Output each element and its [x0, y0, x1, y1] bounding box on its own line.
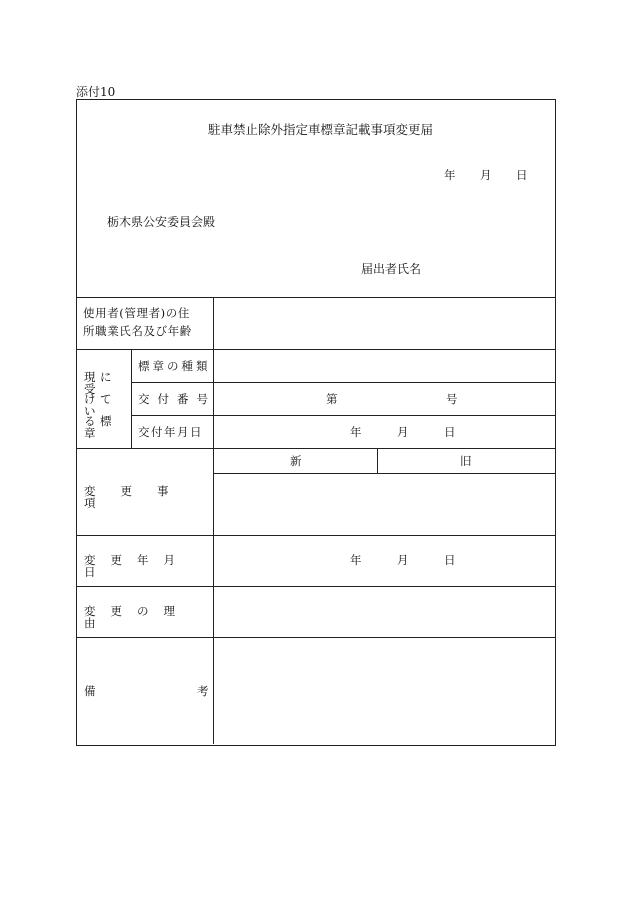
remarks-label-right: 考 — [197, 684, 209, 698]
char: 現に受 — [84, 370, 116, 396]
badge-issue-month: 月 — [397, 425, 409, 439]
rule-new-old-divider — [377, 448, 378, 473]
badge-number-label: 交付番号 — [138, 392, 216, 406]
rule-label-column — [213, 297, 214, 744]
rule-change-date-bottom — [77, 586, 555, 587]
char: けてい — [84, 392, 116, 418]
applicant-name-label: 届出者氏名 — [361, 262, 422, 276]
rule-changes-bottom — [77, 535, 555, 536]
form-title: 駐車禁止除外指定車標章記載事項変更届 — [208, 122, 434, 137]
change-date-year: 年 — [350, 553, 362, 567]
change-reason-label-text: 変更の理由 — [84, 604, 190, 630]
old-column-header: 旧 — [460, 454, 472, 468]
rule-badge-type-bottom — [131, 382, 555, 383]
change-date-label — [84, 555, 208, 578]
char: る標章 — [84, 414, 116, 440]
attachment-label: 添付10 — [76, 85, 116, 99]
addressee: 栃木県公安委員会殿 — [107, 215, 216, 229]
form-frame — [76, 99, 556, 746]
change-date-month: 月 — [397, 553, 409, 567]
badge-number-suffix: 号 — [446, 392, 458, 406]
current-badge-label-line3 — [84, 416, 125, 439]
rule-user-info-bottom — [77, 349, 555, 350]
submission-date-day: 日 — [516, 168, 528, 182]
badge-number-prefix: 第 — [326, 392, 338, 406]
rule-badge-number-bottom — [131, 415, 555, 416]
submission-date-year: 年 — [444, 168, 456, 182]
change-items-label — [84, 486, 208, 509]
change-date-label-text: 変更年月日 — [84, 553, 190, 579]
rule-new-old-header-bottom — [213, 473, 555, 474]
new-column-header: 新 — [290, 454, 302, 468]
rule-header-bottom — [77, 297, 555, 298]
submission-date-month: 月 — [480, 168, 492, 182]
remarks-label-left: 備 — [84, 684, 96, 698]
badge-issue-day: 日 — [444, 425, 456, 439]
rule-badge-group-column — [131, 349, 132, 448]
badge-type-label: 標章の種類 — [138, 359, 211, 373]
rule-change-reason-bottom — [77, 637, 555, 638]
change-date-day: 日 — [444, 553, 456, 567]
badge-issue-year: 年 — [350, 425, 362, 439]
rule-badge-group-bottom — [77, 448, 555, 449]
change-items-label-text: 変更事項 — [84, 484, 194, 510]
change-reason-label — [84, 606, 208, 629]
user-info-label-line1: 使用者(管理者)の住 — [83, 306, 190, 320]
badge-issue-date-label: 交付年月日 — [138, 425, 203, 439]
user-info-label-line2: 所職業氏名及び年齢 — [83, 324, 192, 338]
